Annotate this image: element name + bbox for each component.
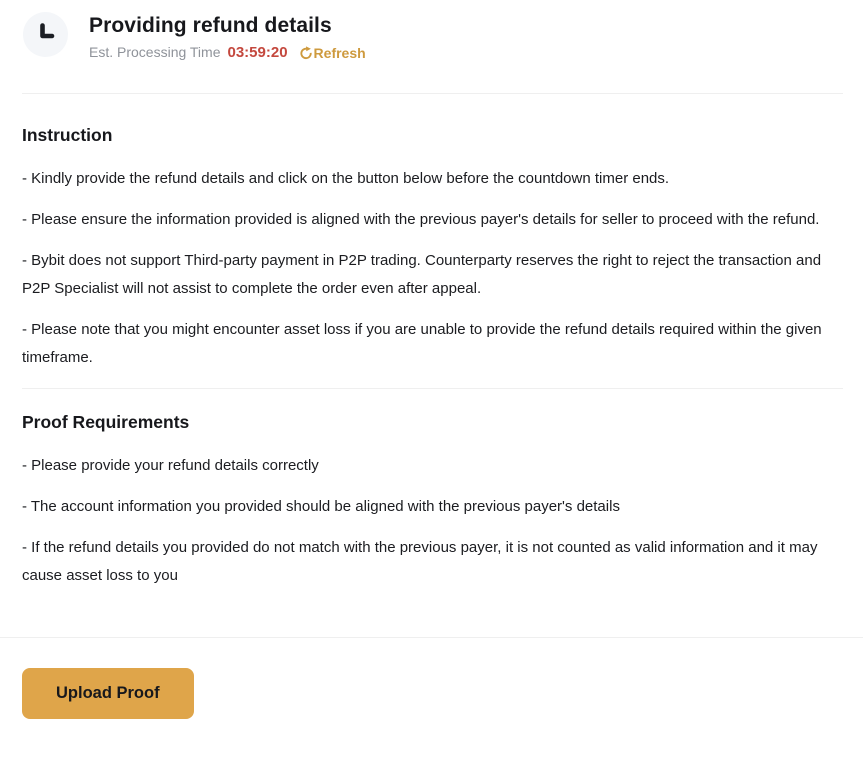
refresh-icon xyxy=(299,46,313,60)
instruction-heading: Instruction xyxy=(22,125,113,145)
proof-requirements-heading: Proof Requirements xyxy=(22,412,190,432)
footer xyxy=(0,638,863,719)
processing-time-row xyxy=(89,44,366,61)
instruction-item: - Bybit does not support Third-party payment in P2P trading. Counterparty reserves the right to reject the transaction and P2P Specialist will not assist to complete the order even after appeal. xyxy=(22,252,822,297)
proof-requirements-section xyxy=(0,412,863,590)
instruction-item: - Kindly provide the refund details and click on the button below before the countdown timer ends. xyxy=(22,170,670,187)
instruction-item: - Please note that you might encounter asset loss if you are unable to provide the refund details required within the given timeframe. xyxy=(22,321,822,366)
header xyxy=(0,0,863,61)
proof-requirement-item: - The account information you provided should be aligned with the previous payer's details xyxy=(22,498,620,515)
header-text xyxy=(89,12,366,61)
upload-proof-button[interactable]: Upload Proof xyxy=(22,668,194,719)
section-divider xyxy=(22,388,843,389)
page-title: Providing refund details xyxy=(89,14,332,37)
proof-requirement-item: - If the refund details you provided do not match with the previous payer, it is not counted as valid information and it may cause asset loss to you xyxy=(22,539,818,584)
clock-icon-circle xyxy=(23,12,68,57)
proof-requirement-item: - Please provide your refund details correctly xyxy=(22,457,319,474)
processing-time-label: Est. Processing Time xyxy=(89,44,221,60)
countdown-timer: 03:59:20 xyxy=(227,44,288,61)
header-divider xyxy=(22,93,843,94)
refresh-label: Refresh xyxy=(313,44,366,61)
clock-icon xyxy=(35,21,57,48)
refresh-button[interactable] xyxy=(299,45,366,61)
instruction-item: - Please ensure the information provided is aligned with the previous payer's details for seller to proceed with the refund. xyxy=(22,211,820,228)
instruction-section xyxy=(0,125,863,372)
